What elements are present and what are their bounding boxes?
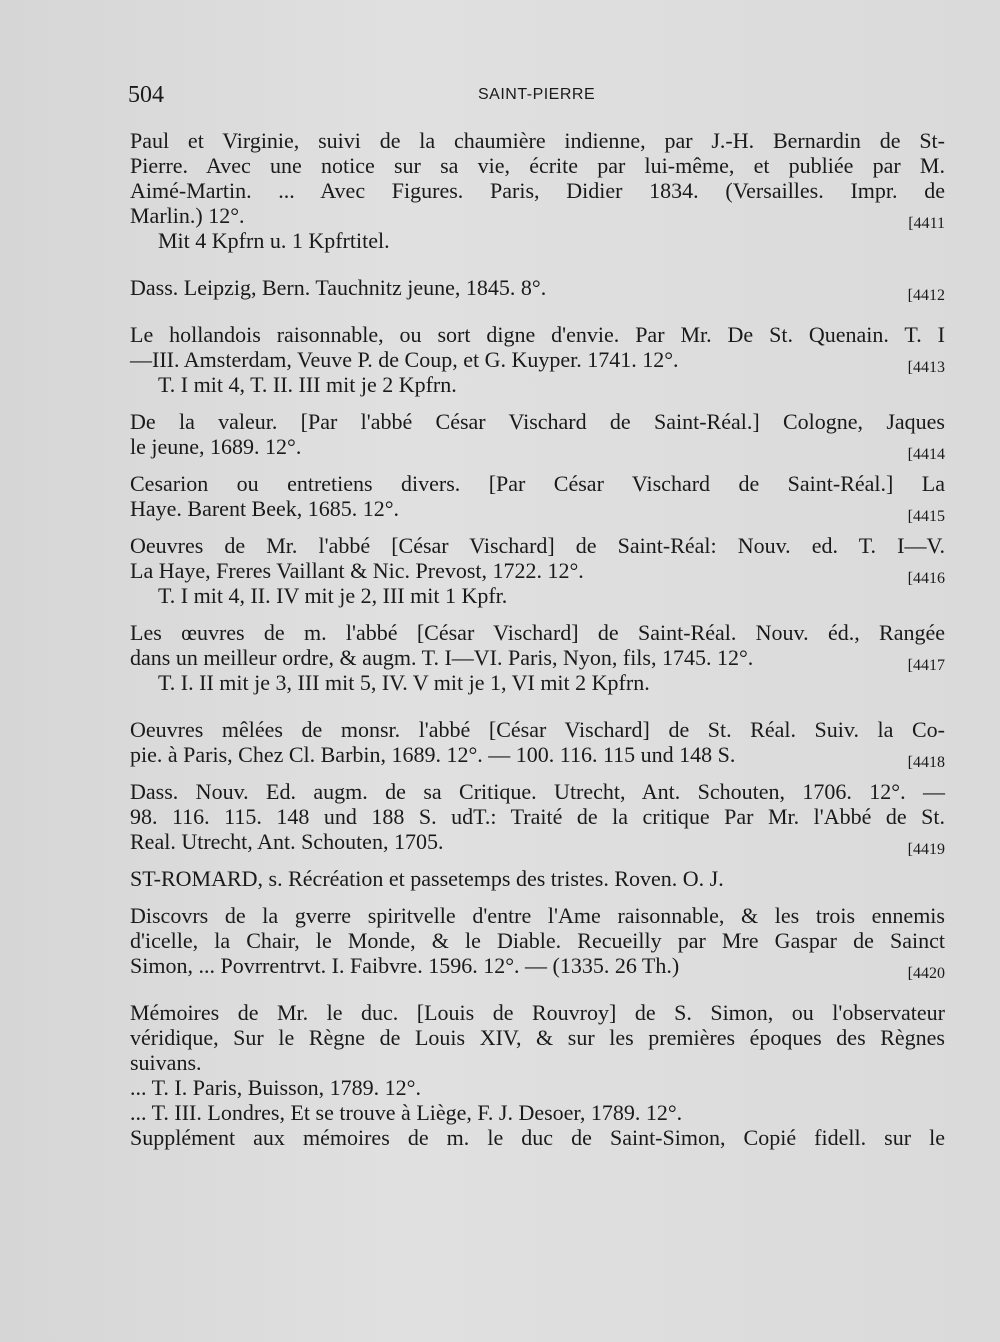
entry-4418 — [130, 717, 945, 771]
entry-line: Mémoires de Mr. le duc. [Louis de Rouvroy] de S. Simon, ou l'observateur — [130, 1000, 945, 1025]
entry-line: Dass. Leipzig, Bern. Tauchnitz jeune, 1845. 8°. — [130, 275, 547, 300]
entry-line-with-ref — [130, 347, 945, 376]
entry-line: pie. à Paris, Chez Cl. Barbin, 1689. 12°. — 100. 116. 115 und 148 S. — [130, 742, 736, 767]
entry-line-with-ref — [130, 496, 945, 525]
entry-line: Oeuvres de Mr. l'abbé [César Vischard] de Saint-Réal: Nouv. ed. T. I—V. — [130, 533, 945, 558]
entry-number: [4420 — [907, 965, 945, 982]
entry-number: [4411 — [908, 215, 945, 232]
entry-line-with-ref — [130, 558, 945, 587]
entry-line: ... T. I. Paris, Buisson, 1789. 12°. — [130, 1075, 421, 1100]
entry-line: Simon, ... Povrrentrvt. I. Faibvre. 1596. 12°. — (1335. 26 Th.) — [130, 953, 680, 978]
entry-line: Le hollandois raisonnable, ou sort digne d'envie. Par Mr. De St. Quenain. T. I — [130, 322, 945, 347]
entry-4411 — [130, 128, 945, 253]
entry-line: ST-ROMARD, s. Récréation et passetemps des tristes. Roven. O. J. — [130, 866, 724, 891]
entry-line-with-ref — [130, 434, 945, 463]
entry-line-with-ref — [130, 829, 945, 858]
entry-line: 98. 116. 115. 148 und 188 S. udT.: Traité de la critique Par Mr. l'Abbé de St. — [130, 804, 945, 829]
entry-note: T. I mit 4, II. IV mit je 2, III mit 1 Kpfr. — [158, 583, 508, 608]
entry-line: Supplément aux mémoires de m. le duc de Saint-Simon, Copié fidell. sur le — [130, 1125, 945, 1150]
entry-number: [4417 — [907, 657, 945, 674]
entry-line: Paul et Virginie, suivi de la chaumière indienne, par J.-H. Bernardin de St- — [130, 128, 945, 153]
entry-number: [4412 — [907, 287, 945, 304]
entry-number: [4413 — [907, 359, 945, 376]
entry-4413 — [130, 322, 945, 397]
entry-4416 — [130, 533, 945, 608]
entry-line: ... T. III. Londres, Et se trouve à Liège, F. J. Desoer, 1789. 12°. — [130, 1100, 683, 1125]
entry-4417 — [130, 620, 945, 695]
entry-4412 — [130, 275, 945, 304]
entry-line: Dass. Nouv. Ed. augm. de sa Critique. Utrecht, Ant. Schouten, 1706. 12°. — — [130, 779, 945, 804]
entry-line: Discovrs de la gverre spiritvelle d'entre l'Ame raisonnable, & les trois ennemis — [130, 903, 945, 928]
page-number: 504 — [128, 82, 164, 108]
entry-line: d'icelle, la Chair, le Monde, & le Diable. Recueilly par Mre Gaspar de Sainct — [130, 928, 945, 953]
entry-number: [4418 — [907, 754, 945, 771]
entry-memoires — [130, 1000, 945, 1150]
entry-line: Les œuvres de m. l'abbé [César Vischard] de Saint-Réal. Nouv. éd., Rangée — [130, 620, 945, 645]
entry-line: Real. Utrecht, Ant. Schouten, 1705. — [130, 829, 444, 854]
page-header — [128, 82, 948, 110]
entry-line: dans un meilleur ordre, & augm. T. I—VI. Paris, Nyon, fils, 1745. 12°. — [130, 645, 754, 670]
entry-number: [4419 — [907, 841, 945, 858]
entry-line: Haye. Barent Beek, 1685. 12°. — [130, 496, 400, 521]
entry-note: Mit 4 Kpfrn u. 1 Kpfrtitel. — [158, 228, 390, 253]
entry-line-with-ref — [130, 742, 945, 771]
entry-4415 — [130, 471, 945, 525]
entry-number: [4415 — [907, 508, 945, 525]
entry-line: Cesarion ou entretiens divers. [Par César Vischard de Saint-Réal.] La — [130, 471, 945, 496]
entry-line-with-ref — [130, 203, 945, 232]
entry-line-with-ref — [130, 953, 945, 982]
entry-line: De la valeur. [Par l'abbé César Vischard de Saint-Réal.] Cologne, Jaques — [130, 409, 945, 434]
entry-line-with-ref — [130, 645, 945, 674]
entry-st-romard — [130, 866, 945, 891]
page-body — [130, 128, 945, 1162]
entry-line: Pierre. Avec une notice sur sa vie, écrite par lui-même, et publiée par M. — [130, 153, 945, 178]
entry-number: [4416 — [907, 570, 945, 587]
entry-line: Oeuvres mêlées de monsr. l'abbé [César Vischard] de St. Réal. Suiv. la Co- — [130, 717, 945, 742]
entry-line: Aimé-Martin. ... Avec Figures. Paris, Didier 1834. (Versailles. Impr. de — [130, 178, 945, 203]
entry-line-with-ref — [130, 275, 945, 304]
entry-line: suivans. — [130, 1050, 202, 1075]
entry-note: T. I. II mit je 3, III mit 5, IV. V mit je 1, VI mit 2 Kpfrn. — [158, 670, 650, 695]
entry-number: [4414 — [907, 446, 945, 463]
entry-4414 — [130, 409, 945, 463]
entry-line: Marlin.) 12°. — [130, 203, 245, 228]
entry-4419 — [130, 779, 945, 858]
entry-note: T. I mit 4, T. II. III mit je 2 Kpfrn. — [158, 372, 457, 397]
entry-line: La Haye, Freres Vaillant & Nic. Prevost, 1722. 12°. — [130, 558, 584, 583]
entry-line: véridique, Sur le Règne de Louis XIV, & sur les premières époques des Règnes — [130, 1025, 945, 1050]
running-head: SAINT-PIERRE — [478, 86, 596, 103]
entry-4420 — [130, 903, 945, 982]
entry-line: le jeune, 1689. 12°. — [130, 434, 302, 459]
entry-line: —III. Amsterdam, Veuve P. de Coup, et G. Kuyper. 1741. 12°. — [130, 347, 679, 372]
